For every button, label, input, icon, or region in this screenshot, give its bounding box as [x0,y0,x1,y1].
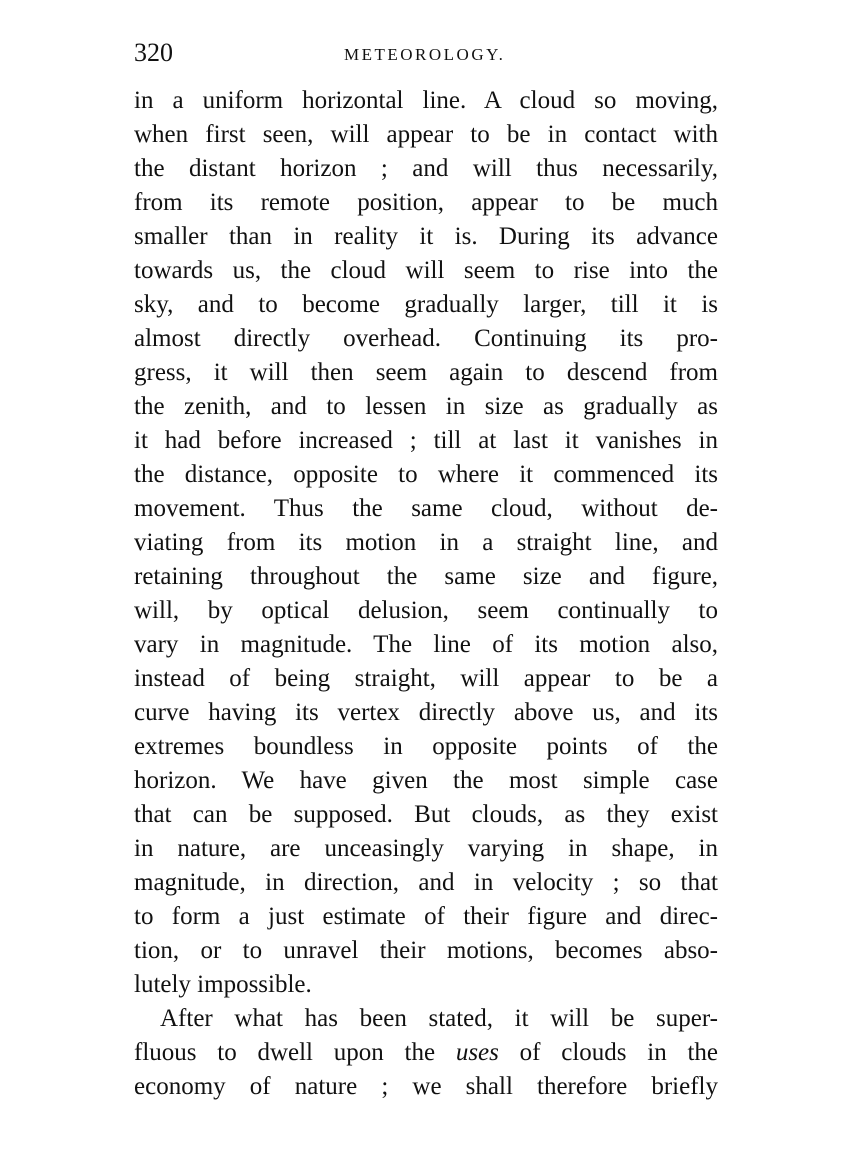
text-line: sky, and to become gradually larger, till it is [134,291,718,318]
text-run: of clouds in the [498,1039,719,1066]
text-line: almost directly overhead. Continuing its pro- [134,325,718,352]
text-line: the distance, opposite to where it commenced its [134,461,718,488]
text-line: in nature, are unceasingly varying in shape, in [134,835,718,862]
paragraph-2-line-2 [134,1036,718,1070]
text-line: tion, or to unravel their motions, becomes abso- [134,937,718,964]
running-head [134,36,718,70]
text-line: the zenith, and to lessen in size as gradually as [134,393,718,420]
text-line: magnitude, in direction, and in velocity ; so that [134,869,718,896]
text-line: horizon. We have given the most simple case [134,767,718,794]
text-line: the distant horizon ; and will thus necessarily, [134,155,718,182]
text-line: extremes boundless in opposite points of the [134,733,718,760]
text-line: lutely impossible. [134,971,312,998]
text-line: instead of being straight, will appear to be a [134,665,718,692]
text-line: retaining throughout the same size and figure, [134,563,718,590]
text-line: from its remote position, appear to be much [134,189,718,216]
text-line: vary in magnitude. The line of its motion also, [134,631,718,658]
text-line: movement. Thus the same cloud, without de- [134,495,718,522]
text-line: that can be supposed. But clouds, as they exist [134,801,718,828]
text-line: will, by optical delusion, seem continually to [134,597,718,624]
text-line: towards us, the cloud will seem to rise into the [134,257,718,284]
text-line: in a uniform horizontal line. A cloud so moving, [134,87,718,114]
body-text [134,84,718,1104]
paragraph-2-line-3: economy of nature ; we shall therefore briefly [134,1073,718,1100]
text-line: it had before increased ; till at last it vanishes in [134,427,718,454]
text-line: when first seen, will appear to be in contact with [134,121,718,148]
text-line: to form a just estimate of their figure and direc- [134,903,718,930]
text-line: gress, it will then seem again to descend from [134,359,718,386]
text-run: fluous to dwell upon the [134,1039,456,1066]
paragraph-2-line-1: After what has been stated, it will be super- [160,1005,718,1032]
italic-word: uses [455,1039,499,1066]
text-line: smaller than in reality it is. During its advance [134,223,718,250]
text-line: viating from its motion in a straight line, and [134,529,718,556]
page-number: 320 [134,38,173,67]
text-line: curve having its vertex directly above us, and its [134,699,718,726]
running-title: METEOROLOGY. [344,45,506,64]
